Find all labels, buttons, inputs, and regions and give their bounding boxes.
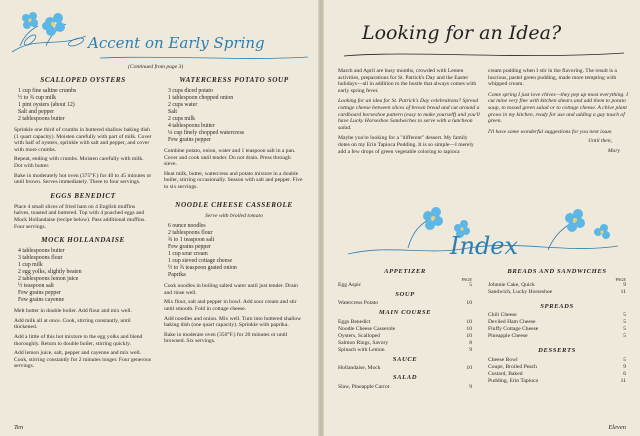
ingredient: 2 cups water (168, 102, 198, 108)
ingredient: Salt and pepper (18, 109, 55, 115)
ingredient: 2 tablespoons butter (18, 116, 65, 122)
ingredient: Few grains pepper (18, 290, 61, 297)
index-heading: BREADS AND SANDWICHES (507, 268, 607, 275)
closing: Until then, (588, 138, 612, 145)
continued-note: (Continued from page 3) (128, 64, 184, 70)
index-entry: Sandwich, Lucky Horseshoe 11 (488, 288, 626, 295)
left-column-1 (14, 76, 152, 373)
index-entry: Oysters, Scalloped 10 (338, 332, 472, 339)
left-banner-title: Accent on Early Spring (88, 34, 265, 52)
ingredient: Few grains pepper (168, 244, 211, 251)
recipe-subtitle: Serve with broiled tomato (205, 212, 263, 219)
ingredient: Paprika (168, 272, 186, 279)
ingredient: 2 egg yolks, slightly beaten (18, 269, 82, 276)
index-entry: Chili Cheese 5 (488, 312, 626, 319)
index-heading: DESSERTS (538, 347, 576, 355)
ingredient: 1 cup fine saltine crumbs (18, 88, 77, 94)
ingredient: 1 cup sieved cottage cheese (168, 258, 233, 265)
ingredient: 1 cup milk (18, 262, 43, 269)
index-heading: APPETIZER (384, 268, 426, 275)
ingredient-list (168, 88, 304, 144)
index-column-right (488, 266, 626, 385)
banner-flourish (344, 50, 624, 60)
index-heading: MAIN COURSE (378, 309, 432, 317)
ingredient: 1 pint oysters (about 12) (18, 102, 75, 108)
paragraph: I'll have some wonderful suggestions for you next issue. (488, 128, 613, 135)
recipe-step: Bake in moderate oven (350°F.) for 20 minutes or until browned. Six servings. (164, 331, 288, 345)
ingredient-list (18, 248, 152, 304)
index-entry: Deviled Ham Cheese 5 (488, 319, 626, 326)
page-number-left: Ten (14, 424, 24, 431)
index-column-left (338, 266, 472, 391)
index-entry: Noodle Cheese Casserole 10 (338, 325, 472, 332)
recipe-step: Add lemon juice, salt, pepper and cayenne and mix well. Cook, stirring constantly for 2 minutes longer. Four generous servings. (14, 350, 152, 370)
ingredient: 2 cups milk (168, 116, 196, 122)
paragraph: Looking for an idea for St. Patrick's Day celebrations? Spread cottage cheese between slices of brown bread and cut around a cardboard horseshoe pattern (easy to make yourself) and you'll have Lucky Horseshoe Sandwiches to serve with a luncheon salad. (338, 98, 480, 131)
index-entry: Spinach with Lemon 9 (338, 346, 472, 353)
index-entry: Johnnie Cake, Quick 9 (488, 281, 626, 288)
recipe-title: SCALLOPED OYSTERS (40, 76, 126, 84)
index-heading: SPREADS (540, 302, 574, 310)
left-column-2 (164, 76, 304, 348)
ingredient: 6 ounce noodles (168, 223, 206, 230)
recipe-step: Bake in moderately hot oven (375°F.) for 40 to 45 minutes or until brown. Serves immediately. Three to four servings. (14, 172, 152, 186)
index-entry: Pineapple Cheese 5 (488, 333, 626, 340)
recipe-step: Add a little of this hot mixture to the egg yolks and blend thoroughly. Return to double boiler, stirring quickly. (14, 333, 143, 347)
index-entry: Watercress Potato 10 (338, 300, 472, 307)
recipe-step: Combine potato, onion, water and 1 teaspoon salt in a pan. Cover and cook until tender. Do not drain. Press through sieve. (164, 148, 296, 168)
recipe-step: Add milk all at once. Cook, stirring constantly, until thickened. (14, 317, 131, 331)
right-column-1 (338, 68, 480, 158)
recipe-title: NOODLE CHEESE CASSEROLE (175, 200, 293, 209)
recipe-step: Heat milk, butter, watercress and potato mixture in a double boiler, stirring occasionally. Season with salt and pepper. Five to six servings. (164, 170, 303, 190)
index-entry: Pudding, Erin Tapioca 11 (488, 377, 626, 384)
paragraph: March and April are busy months, crowded with Lenten activities, preparations for St. Patrick's Day and the Easter holidays—all in addition to the bustle that always comes with early spring fever. (338, 68, 477, 94)
page-label: PAGE (461, 276, 472, 282)
index-title: Index (450, 232, 519, 260)
paragraph: Maybe you're looking for a "different" dessert. My family dotes on my Erin Tapioca Pudding. It is so simple—I merely add a few drops of green vegetable coloring to tapioca (338, 135, 474, 155)
ingredient: 3 tablespoons flour (18, 255, 63, 262)
index-heading: SALAD (392, 374, 418, 382)
recipe-step: Mix flour, salt and pepper in bowl. Add sour cream and stir until smooth. Fold in cottage cheese. (164, 299, 297, 312)
recipe-title: MOCK HOLLANDAISE (41, 236, 125, 245)
ingredient: 3 cups diced potato (168, 88, 213, 94)
banner-underline (100, 55, 308, 61)
index-entry: Hollandaise, Mock 10 (338, 365, 472, 372)
recipe-title: WATERCRESS POTATO SOUP (179, 76, 289, 84)
index-entry: Custard, Baked 6 (488, 370, 626, 377)
index-entry: Coupe, Broiled Peach 9 (488, 363, 626, 370)
ingredient: Few grains pepper (168, 137, 211, 143)
ingredient: ½ to ¾ teaspoon grated onion (168, 265, 237, 272)
ingredient-list (18, 88, 152, 123)
page-number-right: Eleven (608, 424, 626, 431)
index-heading: SOUP (395, 290, 415, 298)
recipe-step: Add noodles and onion. Mix well. Turn into buttered shallow baking dish (one quart capacity). Sprinkle with paprika. (164, 315, 302, 329)
ingredient: ½ teaspoon salt (18, 283, 54, 290)
recipe-step: Repeat, ending with crumbs. Moisten carefully with milk. Dot with butter. (14, 156, 144, 169)
ingredient: ¾ to 1 teaspoon salt (168, 237, 215, 244)
index-entry: Salmon Rings, Savory 8 (338, 339, 472, 346)
right-column-2 (488, 68, 628, 158)
index-entry: Cheese Bowl 5 (488, 356, 626, 363)
index-entry: Eggs Benedict 10 (338, 318, 472, 325)
recipe-title: EGGS BENEDICT (50, 191, 116, 200)
right-page (324, 0, 640, 436)
index-heading: SAUCE (392, 355, 418, 363)
left-page (0, 0, 318, 436)
ingredient: 1 tablespoon chopped onion (168, 95, 234, 101)
ingredient-list (168, 223, 304, 279)
ingredient: 4 tablespoons butter (18, 248, 65, 255)
index-entry: Slaw, Pineapple Carrot 9 (338, 383, 472, 390)
recipe-step: Melt butter in double boiler. Add flour and mix well. (14, 308, 132, 315)
recipe-step: Sprinkle one third of crumbs in buttered shallow baking dish (1 quart capacity). Moisten carefully with part of milk. Cover with half of oysters, sprinkle with salt and pepper, and cover with more crumbs. (14, 127, 152, 153)
ingredient: 2 tablespoons flour (168, 230, 213, 237)
paragraph: cream pudding when I stir in the flavoring. The result is a luscious, pastel green pudding, made more tempting with whipped cream. (488, 68, 617, 88)
page-label: PAGE (615, 276, 626, 282)
ingredient: ½ to ¾ cup milk (18, 95, 56, 101)
recipe-step: Cook noodles in boiling salted water until just tender. Drain and rinse well. (164, 283, 298, 296)
ingredient: ¼ cup finely chopped watercress (168, 130, 245, 136)
index-entry: Egg Aspic 5 (338, 281, 472, 288)
right-banner-title: Looking for an Idea? (362, 22, 562, 44)
recipe-step: Place 4 small slices of fried ham on 4 English muffins halves, toasted and buttered. Top with 4 poached eggs and Mock Hollandaise (recipe below). Pass additional muffins. Four servings. (14, 203, 146, 230)
ingredient: 1 cup sour cream (168, 251, 208, 258)
ingredient: Salt (168, 109, 178, 115)
ingredient: Few grains cayenne (18, 297, 65, 304)
ingredient: 2 tablespoons lemon juice (18, 276, 79, 283)
paragraph: Come spring I just love chives—they pep up most everything. I cut mine very fine with kitchen shears and add them to potato soup, to tossed green salad or to cottage cheese. A chive plant grows in my kitchen, ready for use and adding a gay touch of green. (488, 91, 628, 125)
ingredient: 4 tablespoons butter (168, 123, 215, 129)
signature: Mary (607, 147, 620, 154)
index-entry: Fluffy Cottage Cheese 5 (488, 326, 626, 333)
